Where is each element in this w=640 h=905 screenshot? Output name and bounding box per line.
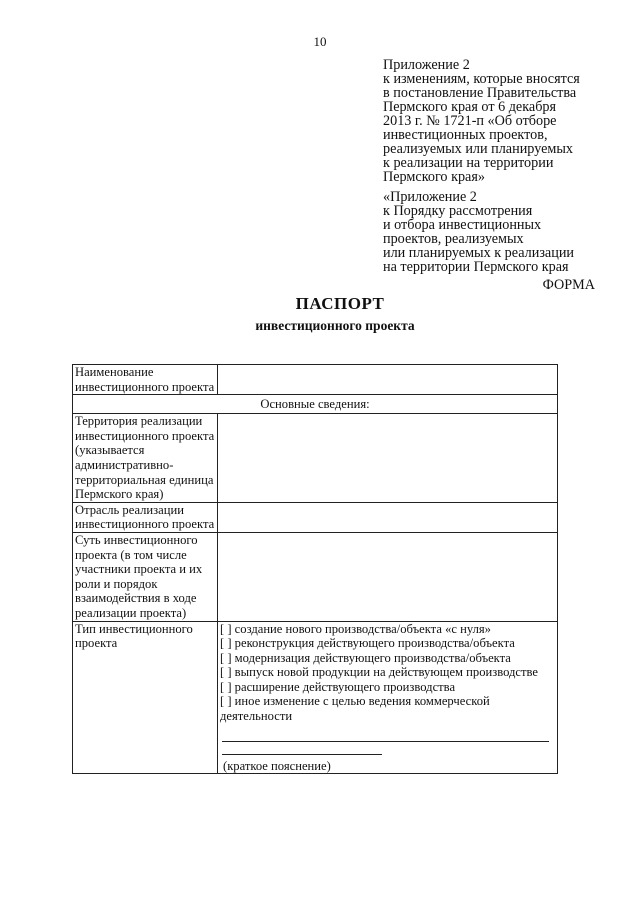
table-row bbox=[73, 621, 558, 774]
explanation-line-short[interactable] bbox=[222, 742, 382, 755]
appendix-reference-amendments: Приложение 2 к изменениям, которые вносятся в постановление Правительства Пермского края от 6 декабря 2013 г. № 1721-п «Об отборе инвестиционных проектов, реализуемых или планируемых к реализации на территории Пермского края» bbox=[383, 57, 580, 185]
option-new-product[interactable]: [ ] выпуск новой продукции на действующем производстве bbox=[220, 665, 538, 680]
territory-value-cell[interactable] bbox=[218, 414, 558, 503]
explanation-line[interactable] bbox=[222, 724, 549, 742]
option-expansion[interactable]: [ ] расширение действующего производства bbox=[220, 679, 456, 694]
row-label-project-name: Наименование инвестиционного проекта bbox=[73, 365, 218, 395]
appendix-reference-procedure: «Приложение 2 к Порядку рассмотрения и отбора инвестиционных проектов, реализуемых или планируемых к реализации на территории Пермского края bbox=[383, 189, 575, 275]
table-row bbox=[73, 502, 558, 532]
form-label: ФОРМА bbox=[542, 277, 595, 293]
project-type-options-cell bbox=[218, 621, 558, 774]
section-header-basic-info: Основные сведения: bbox=[73, 395, 558, 414]
table-row bbox=[73, 395, 558, 414]
table-row bbox=[73, 365, 558, 395]
option-modernization[interactable]: [ ] модернизация действующего производства/объекта bbox=[220, 650, 511, 665]
row-label-territory: Территория реализации инвестиционного проекта (указывается административно-территориальная единица Пермского края) bbox=[73, 414, 218, 503]
industry-value-cell[interactable] bbox=[218, 502, 558, 532]
document-title: ПАСПОРТ bbox=[295, 294, 385, 313]
row-label-industry: Отрасль реализации инвестиционного проекта bbox=[73, 502, 218, 532]
essence-value-cell[interactable] bbox=[218, 532, 558, 621]
document-subtitle: инвестиционного проекта bbox=[255, 318, 415, 333]
row-label-project-type: Тип инвестиционного проекта bbox=[73, 621, 218, 774]
passport-table bbox=[72, 364, 558, 774]
table-row bbox=[73, 414, 558, 503]
option-other-change[interactable]: [ ] иное изменение с целью ведения коммерческой деятельности bbox=[220, 694, 490, 724]
option-reconstruction[interactable]: [ ] реконструкция действующего производства/объекта bbox=[220, 636, 515, 651]
option-new-production[interactable]: [ ] создание нового производства/объекта «с нуля» bbox=[220, 621, 491, 636]
table-row bbox=[73, 532, 558, 621]
project-name-value-cell[interactable] bbox=[218, 365, 558, 395]
page-number: 10 bbox=[313, 34, 327, 49]
explanation-caption: (краткое пояснение) bbox=[223, 758, 331, 773]
row-label-essence: Суть инвестиционного проекта (в том числе участники проекта и их роли и порядок взаимодействия в ходе реализации проекта) bbox=[73, 532, 218, 621]
